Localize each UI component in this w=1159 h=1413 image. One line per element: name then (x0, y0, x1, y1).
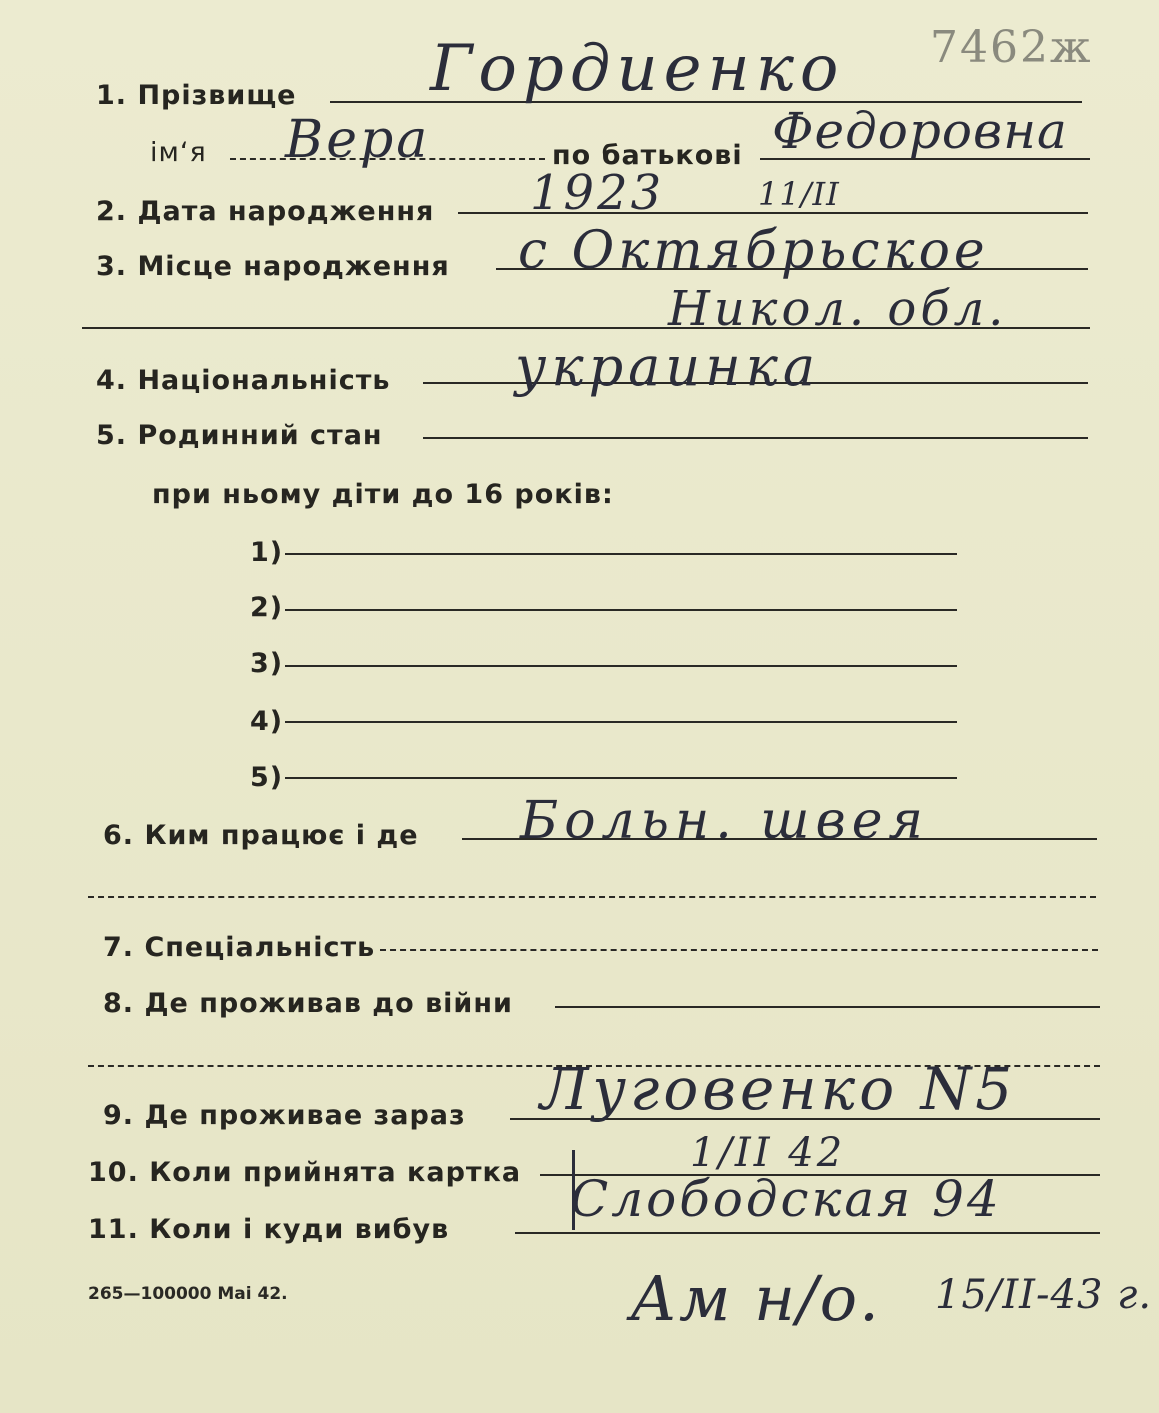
label-child-4: 4) (250, 706, 284, 737)
bracket-mark (572, 1150, 575, 1230)
label-child-5: 5) (250, 762, 284, 793)
line-child-4 (285, 721, 957, 723)
label-current-residence: 9. Де проживае зараз (103, 1100, 466, 1131)
hw-birth-place-1: с Октябрьское (518, 221, 989, 281)
label-prewar-residence: 8. Де проживав до війни (103, 988, 513, 1019)
label-child-2: 2) (250, 592, 284, 623)
hw-signature: Ам н/о. (630, 1262, 881, 1335)
label-child-1: 1) (250, 537, 284, 568)
hw-card-accepted: 1/II 42 (690, 1130, 846, 1176)
hw-signature-date: 15/II-43 г. (935, 1272, 1153, 1318)
hw-birth-date-note: 11/II (758, 175, 840, 213)
label-birth-date: 2. Дата народження (96, 196, 435, 227)
hw-birth-date: 1923 (530, 165, 665, 221)
hw-departure: Слободская 94 (570, 1170, 1002, 1228)
label-first-name: ім‘я (150, 137, 207, 168)
label-patronymic: по батькові (552, 140, 743, 171)
hw-birth-place-2: Никол. обл. (668, 281, 1008, 337)
label-nationality: 4. Національність (96, 365, 391, 396)
line-departure (515, 1232, 1100, 1234)
hw-nationality: украинка (515, 335, 821, 398)
label-children: при ньому діти до 16 років: (152, 479, 614, 510)
line-occupation-2 (88, 896, 1096, 898)
line-child-3 (285, 665, 957, 667)
label-surname: 1. Прізвище (96, 80, 297, 111)
hw-patronymic: Федоровна (772, 102, 1068, 160)
label-occupation: 6. Ким працює і де (103, 820, 419, 851)
hw-number: 7462ж (930, 22, 1093, 73)
label-departure: 11. Коли і куди вибув (88, 1214, 450, 1245)
line-family-status (423, 437, 1088, 439)
hw-first-name: Вера (285, 110, 431, 170)
line-prewar-residence (555, 1006, 1100, 1008)
line-speciality (380, 949, 1098, 951)
label-child-3: 3) (250, 648, 284, 679)
hw-current-residence: Луговенко N5 (540, 1055, 1017, 1123)
label-birth-place: 3. Місце народження (96, 251, 450, 282)
hw-occupation: Больн. швея (520, 791, 929, 851)
label-family-status: 5. Родинний стан (96, 420, 383, 451)
line-child-2 (285, 609, 957, 611)
label-speciality: 7. Спеціальність (103, 932, 376, 963)
label-card-accepted: 10. Коли прийнята картка (88, 1157, 522, 1188)
hw-surname: Гордиенко (430, 32, 845, 106)
print-info: 265—100000 Mai 42. (88, 1284, 288, 1304)
line-child-1 (285, 553, 957, 555)
line-child-5 (285, 777, 957, 779)
